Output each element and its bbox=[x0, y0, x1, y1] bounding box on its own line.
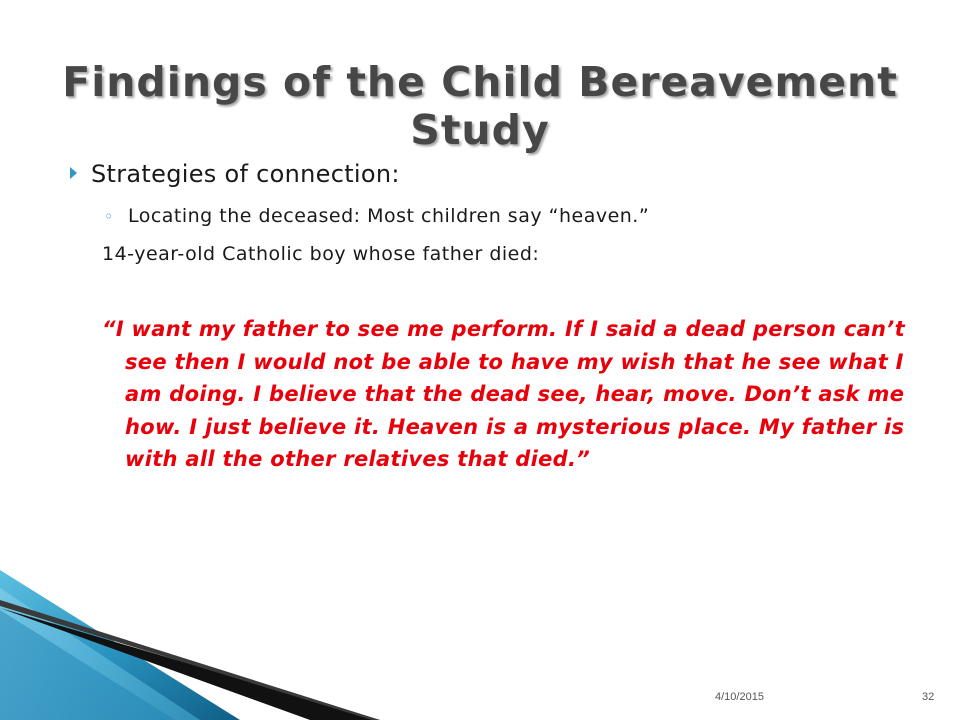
ring-bullet-icon: ◦ bbox=[104, 207, 114, 226]
sub-bullet-text: Locating the deceased: Most children say “heaven.” bbox=[127, 205, 650, 227]
triangle-bullet-icon bbox=[70, 167, 77, 179]
decorative-corner-graphic bbox=[0, 570, 380, 720]
slide-title: Findings of the Child Bereavement Study bbox=[62, 58, 898, 154]
page-number: 32 bbox=[922, 691, 935, 703]
quote-text: “I want my father to see me perform. If I said a dead person can’t see then I would not be able to have my wish that he see what I am doing. I believe that the dead see, hear, move. Don’t ask me how. I just believe it. Heaven is a mysterious place. My father is with all the other relatives that died.” bbox=[102, 317, 905, 471]
footer-date: 4/10/2015 bbox=[715, 691, 764, 703]
main-bullet bbox=[70, 160, 400, 188]
main-bullet-text: Strategies of connection: bbox=[91, 160, 400, 188]
sub-bullet bbox=[104, 205, 649, 227]
context-line: 14-year-old Catholic boy whose father died: bbox=[102, 243, 540, 265]
